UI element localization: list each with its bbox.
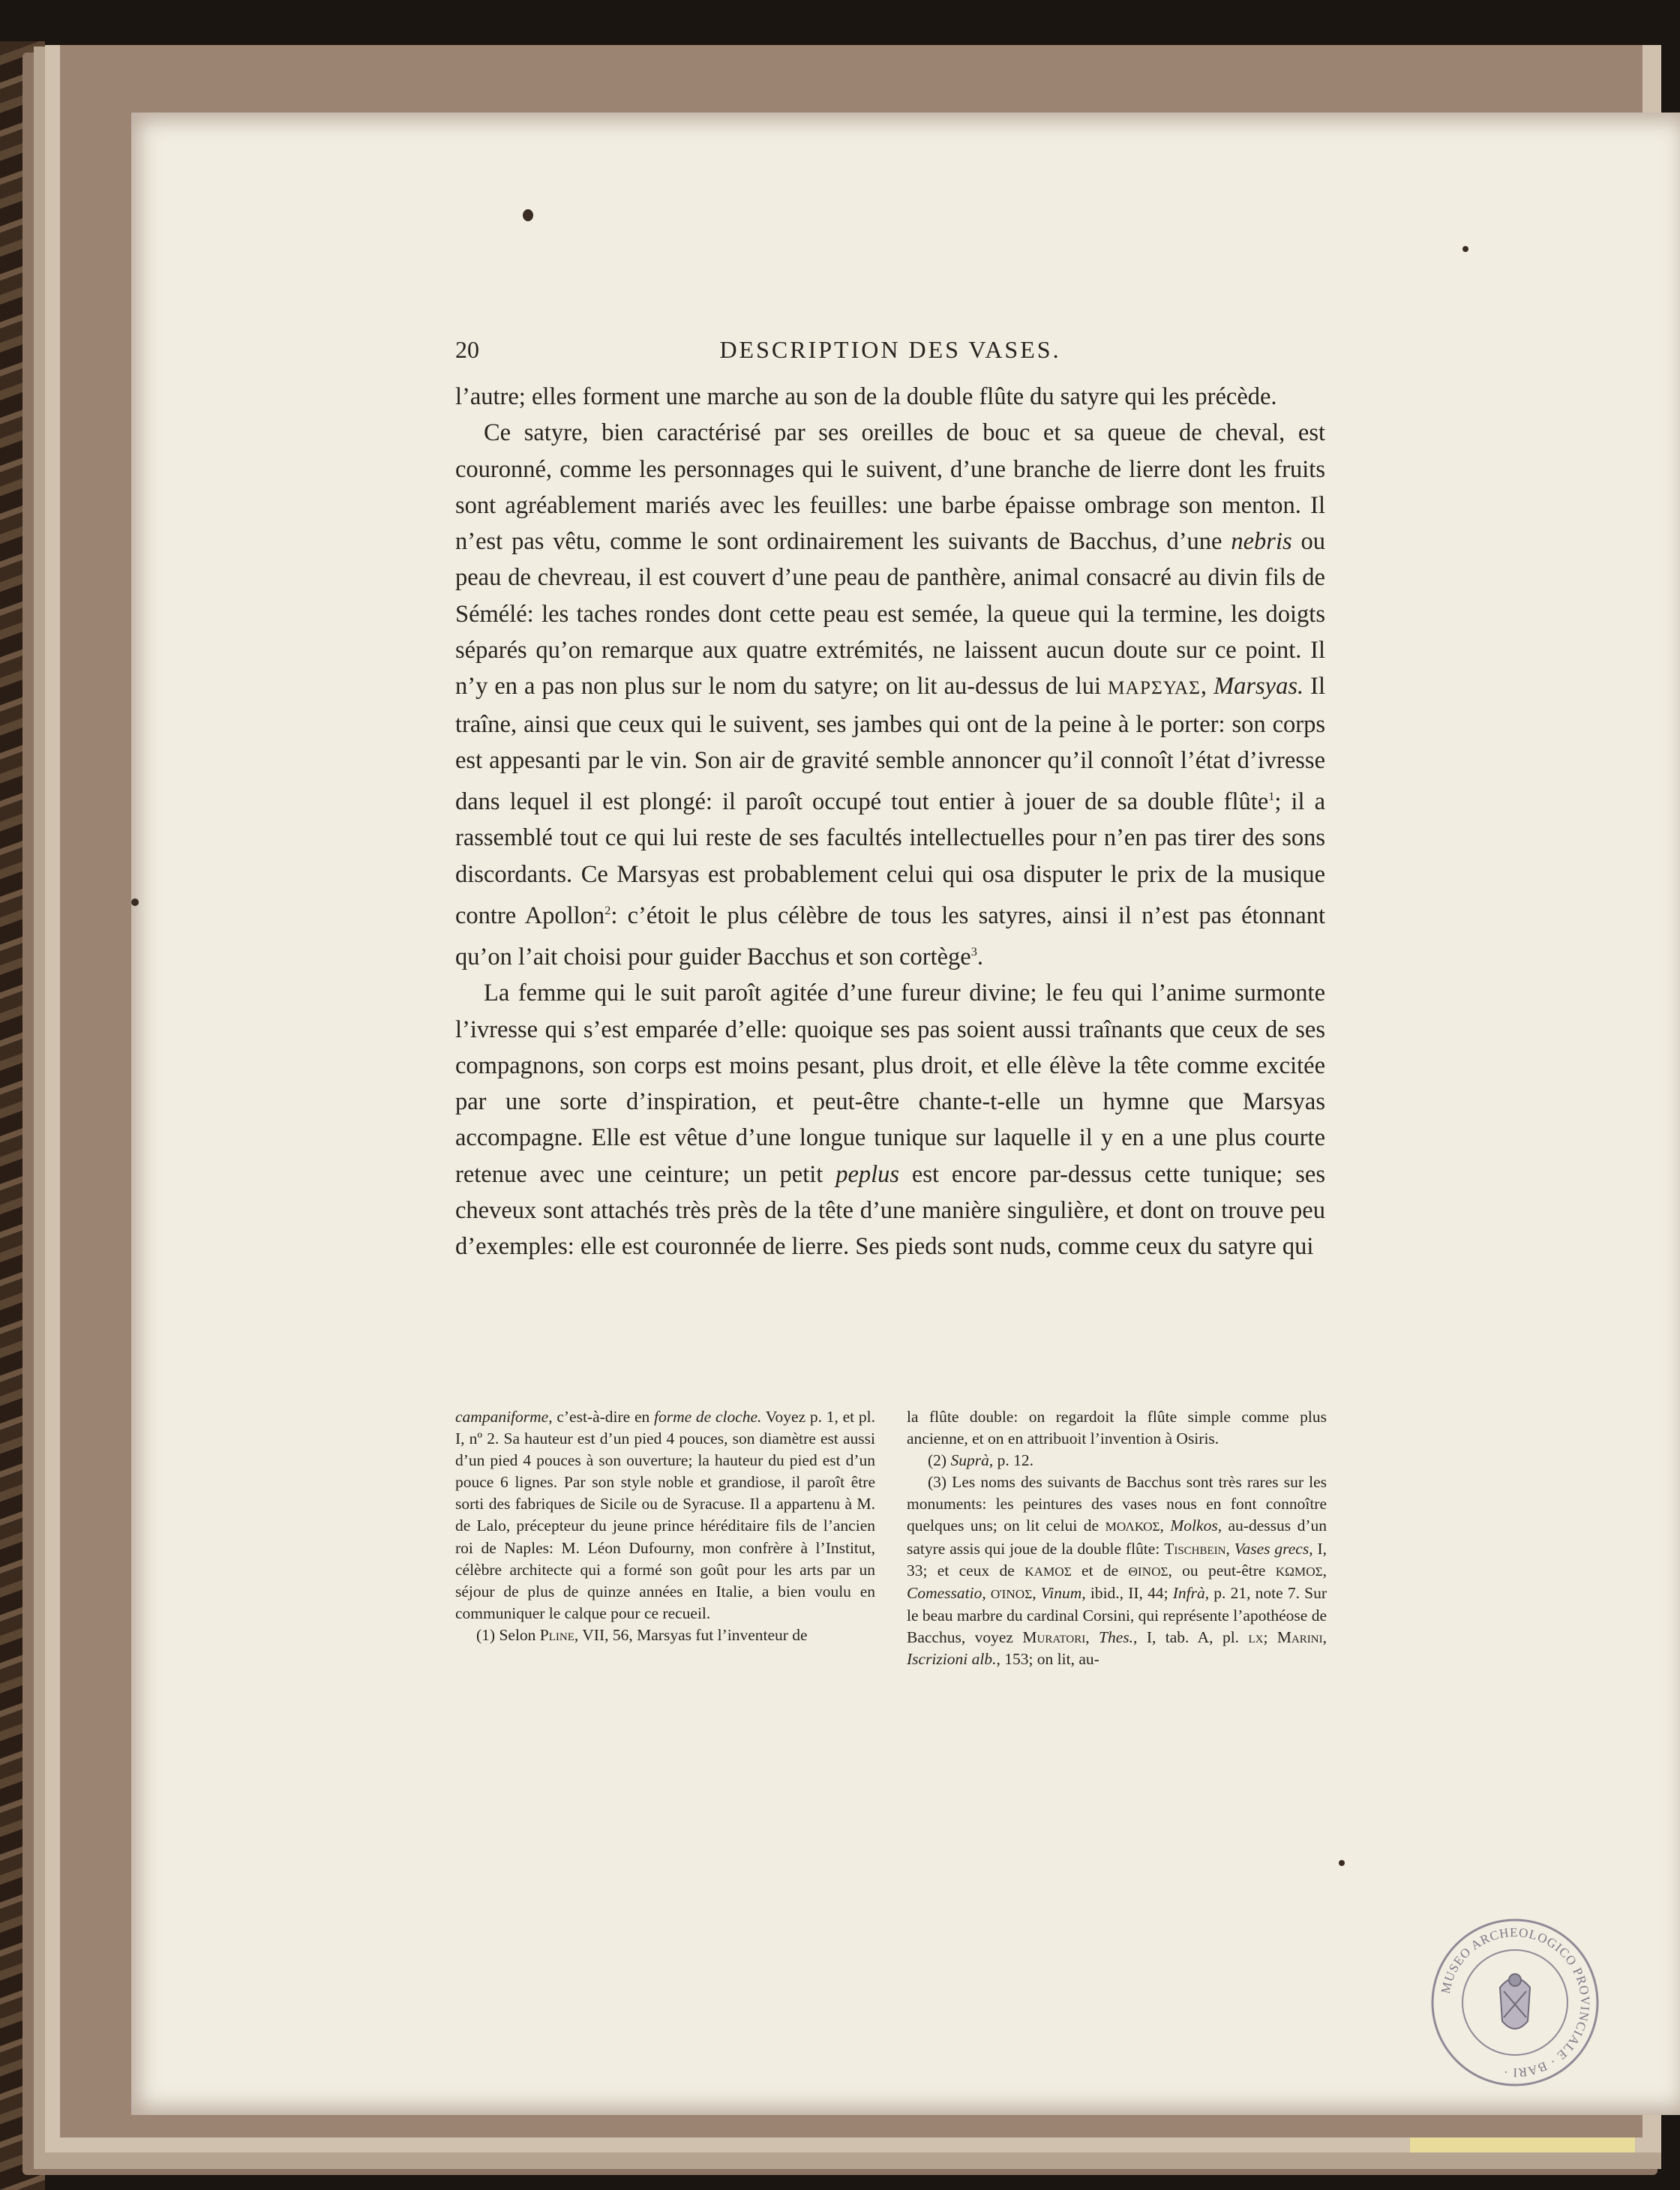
- paragraph: Ce satyre, bien caractérisé par ses oreilles de bouc et sa queue de cheval, est couronné, comme les personnages qui le suivent, d’une branche de lierre dont les fruits sont agréablement mariés avec les feuilles: une barbe épaisse ombrage son menton. Il n’est pas vêtu, comme le sont ordinairement les suivants de Bacchus, d’une nebris ou peau de chevreau, il est couvert d’une peau de panthère, animal consacré au divin fils de Sémélé: les taches rondes dont cette peau est semée, la queue qui la termine, les doigts séparés qu’on remarque aux quatre extrémités, ne laissent aucun doute sur ce point. Il n’y en a pas non plus sur le nom du satyre; on lit au-dessus de lui ΜΑΡΣΥΑΣ, Marsyas. Il traîne, ainsi que ceux qui le suivent, ses jambes qui ont de la peine à le porter: son corps est appesanti par le vin. Son air de gravité semble annoncer qu’il connoît l’état d’ivresse dans lequel il est plongé: il paroît occupé tout entier à jouer de sa double flûte$^1$; il a rassemblé tout ce qui lui reste de ses facultés intellectuelles pour n’en pas tirer des sons discordants. Ce Marsyas est probablement celui qui osa disputer le prix de la musique contre Apollon$^2$: c’étoit le plus célèbre de tous les satyres, ainsi il n’est pas étonnant qu’on l’ait choisi pour guider Bacchus et son cortège$^3$.: [455, 419, 1326, 970]
- running-title: DESCRIPTION DES VASES.: [719, 336, 1061, 363]
- museum-stamp: [1429, 1916, 1601, 2089]
- footnotes: [455, 1406, 1325, 1721]
- footnote-column-right: [907, 1406, 1327, 1670]
- ink-spot: [523, 209, 533, 221]
- footnote: (3) Les noms des suivants de Bacchus sont très rares sur les monuments: les peintures des vases nous en font connoître quelques uns; on lit celui de ΜΟΛΚΟΣ, Molkos, au-dessus d’un satyre assis qui joue de la double flûte: Tischbein, Vases grecs, I, 33; et ceux de ΚΑΜΟΣ et de ΘΙΝΟΣ, ou peut-être ΚΩΜΟΣ, Comessatio, ΟἸΝΟΣ, Vinum, ibid., II, 44; Infrà, p. 21, note 7. Sur le beau marbre du cardinal Corsini, qui représente l’apothéose de Bacchus, voyez Muratori, Thes., I, tab. A, pl. lx; Marini, Iscrizioni alb., 153; on lit, au-: [907, 1473, 1327, 1669]
- ink-spot: [1339, 1860, 1345, 1866]
- paragraph: La femme qui le suit paroît agitée d’une fureur divine; le feu qui l’anime surmonte l’ivresse qui s’est emparée d’elle: quoique ses pas soient aussi traînants que ceux de ses compagnons, son corps est moins pesant, plus droit, et elle élève la tête comme excitée par une sorte d’inspiration, et peut-être chante-t-elle un hymne que Marsyas accompagne. Elle est vêtue d’une longue tunique sur laquelle il y en a une plus courte retenue avec une ceinture; un petit peplus est encore par-dessus cette tunique; ses cheveux sont attachés très près de la tête d’une manière singulière, et dont on trouve peu d’exemples: elle est couronnée de lierre. Ses pieds sont nuds, comme ceux du satyre qui: [455, 980, 1326, 1261]
- footnote: la flûte double: on regardoit la flûte simple comme plus ancienne, et on en attribuoit l’invention à Osiris.: [907, 1408, 1327, 1448]
- stamp-text: MUSEO ARCHEOLOGICO PROVINCIALE · BARI ·: [1438, 1924, 1593, 2080]
- ink-spot: [1462, 246, 1468, 252]
- coat-of-arms-icon: [1500, 1974, 1530, 2029]
- page-header: [455, 336, 1325, 374]
- footnote: (1) Selon Pline, VII, 56, Marsyas fut l’inventeur de: [476, 1625, 808, 1644]
- footnote: (2) Suprà, p. 12.: [928, 1451, 1034, 1470]
- main-text: [455, 379, 1325, 1265]
- footnote: campaniforme, c’est-à-dire en forme de cloche. Voyez p. 1, et pl. I, nº 2. Sa hauteur est d’un pied 4 pouces, son diamètre est aussi d’un pied 4 pouces à son ouverture; la hauteur du pied est d’un pouce 6 lignes. Par son style noble et grandiose, il paroît être sorti des fabriques de Sicile ou de Syracuse. Il a appartenu à M. de Lalo, précepteur du jeune prince héréditaire fils de l’ancien roi de Naples: M. Léon Dufourny, mon confrère à l’Institut, célèbre architecte qui a formé son goût pour les arts par un séjour de plus de quinze années en Italie, a bien voulu en communiquer le calque pour ce recueil.: [455, 1408, 875, 1622]
- ink-spot: [131, 898, 139, 906]
- paragraph: l’autre; elles forment une marche au son de la double flûte du satyre qui les précède.: [455, 383, 1277, 410]
- page-number: 20: [455, 336, 479, 363]
- footnote-column-left: [455, 1406, 875, 1646]
